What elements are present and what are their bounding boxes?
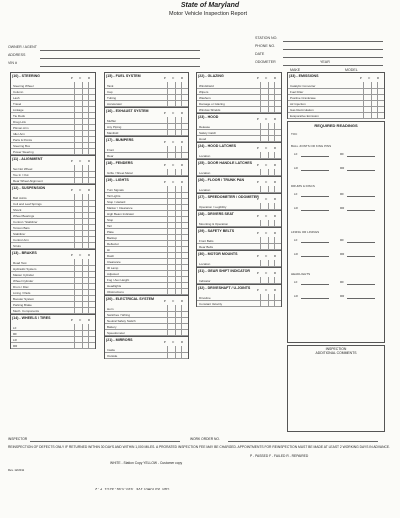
make-label: MAKE xyxy=(290,68,301,72)
check-row xyxy=(11,307,95,314)
section-col3-10 xyxy=(196,284,282,307)
comments-title: INSPECTION xyxy=(325,347,347,351)
check-row-label: Location xyxy=(199,153,211,158)
check-row xyxy=(197,135,281,142)
section-col3-6 xyxy=(196,210,282,227)
check-row-label: Damage or Glazing xyxy=(199,101,225,106)
section-title: (30) - MOTOR MOUNTS xyxy=(198,251,238,256)
check-row xyxy=(105,129,188,136)
vin-line[interactable] xyxy=(40,66,200,67)
check-row-label: Stop xyxy=(107,217,114,222)
check-row-label: Neutral Safety Switch xyxy=(107,318,136,323)
section-title: (15) - FUEL SYSTEM xyxy=(106,73,141,78)
check-row-label: Backup xyxy=(107,235,118,240)
phone-no-line[interactable] xyxy=(283,49,383,50)
pfr-checkbox-cells[interactable] xyxy=(260,135,281,141)
section-title: (32) - DRIVESHAFT / U-JOINTS xyxy=(198,285,251,290)
check-row-label: Catalytic Converter xyxy=(290,83,316,88)
section-col1-0 xyxy=(10,72,96,155)
section-col3-1 xyxy=(196,113,282,142)
section-col3-2 xyxy=(196,142,282,159)
check-row-label: Stabilizer xyxy=(13,231,26,236)
reinspection-disclaimer: REINSPECTION OF DEFECTS ONLY IF RETURNED WITHIN 30 DAYS AND WITHIN 1,000 MILES. A PRORATED INSPECTION FEE MAY BE CHARGED. APPOINTMENTS FOR REINSPECTION MUST BE MADE AT LEAST 2 WORKING DAYS IN ADVANCE. xyxy=(8,445,390,449)
check-row-label: Coil and Leaf Springs xyxy=(13,201,42,206)
pfr-header: P F R xyxy=(163,163,186,167)
pfr-checkbox-cells[interactable] xyxy=(260,203,281,209)
check-row-label: Drum / Disc xyxy=(13,284,29,289)
reading-position-label: LR xyxy=(294,294,298,298)
date-line[interactable] xyxy=(283,57,383,58)
check-row-label: Booster System xyxy=(13,296,35,301)
check-row-label: Location xyxy=(199,187,211,192)
reading-value-line[interactable] xyxy=(347,284,375,285)
check-row-label: Switches / Wiring xyxy=(107,312,131,317)
reading-value-line[interactable] xyxy=(301,256,329,257)
owner-agent-label: OWNER / AGENT xyxy=(8,45,37,49)
section-col3-4 xyxy=(196,176,282,193)
check-row-label: Travel xyxy=(13,101,22,106)
check-row-label: Lining / Pads xyxy=(13,290,31,295)
check-row-label: Speedometer xyxy=(107,330,126,335)
check-row xyxy=(197,152,281,159)
check-row-label: Muffler xyxy=(107,118,117,123)
check-row xyxy=(197,203,281,210)
check-row-label: Struts xyxy=(13,243,21,248)
reading-group-label: HEADLIGHTS xyxy=(291,272,311,276)
station-no-label: STATION NO. xyxy=(255,36,278,40)
check-row-label: Dash xyxy=(107,253,115,258)
check-row-label: Plate xyxy=(107,229,114,234)
pfr-header: P F R xyxy=(256,76,279,80)
check-row-label: Indicator xyxy=(199,278,211,283)
section-col2-0 xyxy=(104,72,189,107)
reading-value-line[interactable] xyxy=(347,196,375,197)
section-col3-8 xyxy=(196,250,282,267)
pfr-header: P F R xyxy=(163,76,186,80)
check-row-label: Ball Joints xyxy=(13,195,27,200)
pfr-header: P F R xyxy=(163,111,186,115)
section-title: (31) - GEAR SHIFT INDICATOR xyxy=(198,268,250,273)
pfr-header: P F R xyxy=(256,231,279,235)
reading-value-line[interactable] xyxy=(347,210,375,211)
section-col1-1 xyxy=(10,155,96,184)
check-row-label: Inside xyxy=(107,347,116,352)
check-row-label: Battery xyxy=(107,324,117,329)
reading-value-line[interactable] xyxy=(347,170,375,171)
pfr-checkbox-cells[interactable] xyxy=(260,186,281,192)
pfr-checkbox-cells[interactable] xyxy=(74,342,95,348)
check-row-label: Tank xyxy=(107,83,114,88)
check-row-label: Master Cylinder xyxy=(13,272,35,277)
pfr-checkbox-cells[interactable] xyxy=(260,243,281,249)
pfr-checkbox-cells[interactable] xyxy=(363,112,384,118)
check-row-label: Front xyxy=(107,147,115,152)
check-row-label: Cap xyxy=(107,89,113,94)
check-row-label: Operation / Legibility xyxy=(199,204,227,209)
section-title: (23) - HOOD xyxy=(198,114,219,119)
inspector-line[interactable] xyxy=(30,441,180,442)
section-title: (10) - STEERING xyxy=(12,73,40,78)
pfr-header: P F R xyxy=(256,254,279,258)
pfr-header: P F R xyxy=(256,163,279,167)
check-row-label: Constant Velocity xyxy=(199,301,223,306)
check-row-label: Control Arm xyxy=(13,237,29,242)
comments-subtitle: ADDITIONAL COMMENTS xyxy=(315,351,357,355)
pfr-header: P F R xyxy=(163,180,186,184)
check-row-label: Column xyxy=(13,89,24,94)
additional-comments-box[interactable] xyxy=(287,345,385,432)
check-row-label: Rear xyxy=(107,153,114,158)
section-col2-1 xyxy=(104,107,189,136)
check-row-label: Wipers xyxy=(199,89,209,94)
section-col1-2 xyxy=(10,184,96,249)
check-row-label: Parking Brake xyxy=(13,302,32,307)
required-readings-title: REQUIRED READINGS xyxy=(314,123,358,128)
reading-group-label: BALL JOINTS OR KING PINS xyxy=(291,144,332,148)
section-col1-4 xyxy=(10,314,96,349)
section-title: (29) - SAFETY BELTS xyxy=(198,228,235,233)
odometer-label: ODOMETER xyxy=(255,60,276,64)
check-row-label: Turn Signals xyxy=(107,187,124,192)
year-label: YEAR xyxy=(320,60,330,64)
reading-value-line[interactable] xyxy=(347,156,375,157)
pfr-header: P F R xyxy=(256,197,279,201)
pfr-header: P F R xyxy=(256,288,279,292)
check-row-label: Any Piping xyxy=(107,124,122,129)
check-row-label: RR xyxy=(13,343,18,348)
check-row-label: Lash xyxy=(13,95,20,100)
section-title: (28) - DRIVERS SEAT xyxy=(198,211,234,216)
check-row xyxy=(197,106,281,113)
reading-value-line[interactable] xyxy=(347,298,375,299)
check-row xyxy=(197,169,281,176)
reading-value-line[interactable] xyxy=(301,196,329,197)
check-row-label: Release xyxy=(199,124,211,129)
section-title: (33) - EMISSIONS xyxy=(289,73,319,78)
check-row-label: Air Injection xyxy=(290,101,306,106)
pfr-header: P F R xyxy=(70,253,93,257)
check-row xyxy=(11,177,95,184)
pfr-checkbox-cells[interactable] xyxy=(167,100,188,106)
reading-position-label: LR xyxy=(294,206,298,210)
check-row xyxy=(11,242,95,249)
pfr-checkbox-cells[interactable] xyxy=(260,169,281,175)
check-row-label: Gas Recirculation xyxy=(290,107,314,112)
pfr-header: P F R xyxy=(256,214,279,218)
section-col3-0 xyxy=(196,72,282,113)
check-row-label: Accelerator xyxy=(107,101,123,106)
pfr-header: P F R xyxy=(256,117,279,121)
reading-value-line[interactable] xyxy=(301,170,329,171)
check-row xyxy=(11,342,95,349)
pfr-header: P F R xyxy=(359,76,382,80)
reading-position-label: RR xyxy=(340,166,345,170)
section-col2-5 xyxy=(104,295,189,336)
pfr-checkbox-cells[interactable] xyxy=(167,129,188,135)
check-row-label: High Beam Indicator xyxy=(107,211,135,216)
check-row xyxy=(197,300,281,307)
check-row-label: Clearance xyxy=(107,259,121,264)
section-title: (12) - SUSPENSION xyxy=(12,185,46,190)
check-row-label: LR xyxy=(13,337,17,342)
vin-label: VIN # xyxy=(8,61,17,65)
reading-position-label: LF xyxy=(294,152,298,156)
section-title: (17) - BUMPERS xyxy=(106,137,134,142)
check-row xyxy=(288,112,384,119)
check-row-label: Horn xyxy=(107,306,114,311)
pfr-checkbox-cells[interactable] xyxy=(167,169,188,175)
section-title: (22) - GLAZING xyxy=(198,73,224,78)
fax-header-line: C&R AUTOMOTIVE 410-549-3211 P.2 xyxy=(95,486,170,490)
check-row xyxy=(105,288,188,295)
reading-position-label: RR xyxy=(340,206,345,210)
check-row xyxy=(105,169,188,176)
reading-group-label: LINING OR LININGS xyxy=(291,230,320,234)
section-col3-7 xyxy=(196,227,282,250)
check-row-label: Drag Link xyxy=(13,119,26,124)
work-order-label: WORK ORDER NO. xyxy=(190,437,220,441)
pfr-checkbox-cells[interactable] xyxy=(167,352,188,358)
phone-no-label: PHONE NO. xyxy=(255,44,276,48)
check-row xyxy=(197,243,281,250)
check-row-label: Hydraulic System xyxy=(13,266,37,271)
check-row xyxy=(105,100,188,107)
reading-position-label: RF xyxy=(340,152,344,156)
check-row-label: Front Belts xyxy=(199,238,214,243)
check-row-label: Steering Wheel xyxy=(13,83,34,88)
required-readings-box xyxy=(287,121,385,343)
check-row-label: Outside xyxy=(107,353,118,358)
section-emissions xyxy=(287,72,385,119)
check-row-label: Tail Lights xyxy=(107,193,121,198)
section-title: (26) - FLOOR / TRUNK PAN xyxy=(198,177,245,182)
pfr-header: P F R xyxy=(70,318,93,322)
status-legend: P - PASSED F - FAILED R - REPAIRED xyxy=(250,454,309,458)
check-row-label: Evaporative Emission xyxy=(290,113,319,118)
pfr-header: P F R xyxy=(70,188,93,192)
check-row xyxy=(11,148,95,155)
check-row xyxy=(105,352,188,359)
pfr-checkbox-cells[interactable] xyxy=(260,220,281,226)
reading-value-line[interactable] xyxy=(301,298,329,299)
section-title: (21) - MIRRORS xyxy=(106,337,133,342)
pfr-header: P F R xyxy=(163,140,186,144)
check-row-label: Safety Catch xyxy=(199,130,217,135)
check-row-label: Pitman Arm xyxy=(13,125,29,130)
check-row-label: Road Test xyxy=(13,260,27,265)
model-label: MODEL xyxy=(345,68,358,72)
section-title: (11) - ALIGNMENT xyxy=(12,156,43,161)
check-row-label: Grille / Sheet Metal xyxy=(107,170,133,175)
section-col2-6 xyxy=(104,336,189,359)
check-row-label: Idler Arm xyxy=(13,131,26,136)
check-row-label: RF xyxy=(13,331,17,336)
check-row-label: Driveline xyxy=(199,295,211,300)
check-row-label: Reflector xyxy=(107,241,120,246)
pfr-header: P F R xyxy=(163,299,186,303)
check-row-label: Headlights xyxy=(107,283,122,288)
section-col2-2 xyxy=(104,136,189,159)
check-row-label: Set Not Wheel xyxy=(13,166,33,171)
pfr-header: P F R xyxy=(70,159,93,163)
reading-value-line[interactable] xyxy=(301,156,329,157)
revision-note: Rev. 12/2011 xyxy=(8,468,25,472)
check-row-label: Mech. Components xyxy=(13,308,40,313)
date-label: DATE xyxy=(255,52,265,56)
check-row-label: Hi xyxy=(107,247,110,252)
form-subtitle: Motor Vehicle Inspection Report xyxy=(169,11,247,17)
station-no-line[interactable] xyxy=(283,41,383,42)
section-col1-3 xyxy=(10,249,96,314)
pfr-header: P F R xyxy=(163,340,186,344)
pfr-header: P F R xyxy=(256,180,279,184)
reading-position-label: LR xyxy=(294,252,298,256)
check-row-label: ID Lamp xyxy=(107,265,119,270)
check-row-label: Power Steering xyxy=(13,149,34,154)
pfr-checkbox-cells[interactable] xyxy=(167,152,188,158)
section-title: (25) - DOOR HANDLE LATCHES xyxy=(198,160,253,165)
pfr-checkbox-cells[interactable] xyxy=(167,329,188,335)
check-row-label: Marker / Clearance xyxy=(107,205,133,210)
check-row xyxy=(197,186,281,193)
check-row-label: Toe In / Out xyxy=(13,172,29,177)
check-row-label: Location xyxy=(199,170,211,175)
check-row xyxy=(197,277,281,284)
section-title: (27) - SPEEDOMETER / ODOMETER xyxy=(198,194,259,199)
check-row xyxy=(197,260,281,267)
check-row-label: Positive Crankcase xyxy=(290,95,316,100)
check-row-label: Tie Rods xyxy=(13,113,25,118)
pfr-checkbox-cells[interactable] xyxy=(260,152,281,158)
pfr-checkbox-cells[interactable] xyxy=(167,288,188,294)
check-row-label: Rear Belts xyxy=(199,244,214,249)
check-row-label: Steering Box xyxy=(13,143,31,148)
section-title: (19) - LIGHTS xyxy=(106,177,129,182)
section-title: (24) - HOOD LATCHES xyxy=(198,143,237,148)
section-col3-3 xyxy=(196,159,282,176)
pfr-checkbox-cells[interactable] xyxy=(260,300,281,306)
pfr-checkbox-cells[interactable] xyxy=(260,277,281,283)
copy-legend: WHITE - Station Copy YELLOW - Customer copy xyxy=(110,461,183,465)
check-row-label: Obstructions xyxy=(107,289,124,294)
reading-group-label: DRUMS & DISCS xyxy=(291,184,315,188)
check-row-label: Control / Stabilizer xyxy=(13,219,38,224)
check-row-label: Linkage xyxy=(13,107,24,112)
reading-position-label: LF xyxy=(294,192,298,196)
check-row-label: Mounting & Operation xyxy=(199,221,229,226)
reading-position-label: RF xyxy=(340,192,344,196)
check-row-label: Tail xyxy=(107,223,112,228)
check-row xyxy=(197,220,281,227)
reading-value-line[interactable] xyxy=(301,242,329,243)
pfr-checkbox-cells[interactable] xyxy=(74,177,95,183)
check-row-label: Wheel Bearings xyxy=(13,213,35,218)
check-row-label: Washers xyxy=(199,95,211,100)
form-title: State of Maryland xyxy=(180,2,240,9)
section-title: (13) - BRAKES xyxy=(12,250,37,255)
check-row-label: Wheel Cylinder xyxy=(13,278,34,283)
pfr-header: P F R xyxy=(256,146,279,150)
reading-position-label: RR xyxy=(340,252,345,256)
pfr-checkbox-cells[interactable] xyxy=(74,307,95,313)
check-row-label: Adjusted xyxy=(107,271,119,276)
check-row-label: Hood xyxy=(199,136,207,141)
check-row-label: Torsion Bars xyxy=(13,225,30,230)
check-row-label: Shock xyxy=(13,207,22,212)
pfr-header: P F R xyxy=(70,76,93,80)
check-row-label: Fuel Filter xyxy=(290,89,304,94)
pfr-checkbox-cells[interactable] xyxy=(74,148,95,154)
inspector-label: INSPECTOR xyxy=(8,437,28,441)
reading-value-line[interactable] xyxy=(347,256,375,257)
check-row-label: Rear Wheel Alignment xyxy=(13,178,43,183)
check-row-label: Window Shields xyxy=(199,107,221,112)
reading-position-label: LR xyxy=(294,166,298,170)
reading-value-line[interactable] xyxy=(347,242,375,243)
check-row-label: Tubing xyxy=(107,95,117,100)
pfr-header: P F R xyxy=(256,271,279,275)
check-row-label: Stop / Hazard xyxy=(107,199,126,204)
address-line[interactable] xyxy=(40,58,200,59)
section-title: (20) - ELECTRICAL SYSTEM xyxy=(106,296,155,301)
check-row-label: Location xyxy=(199,261,211,266)
section-title: (18) - FENDERS xyxy=(106,160,133,165)
section-col2-4 xyxy=(104,176,189,295)
odometer-line[interactable] xyxy=(283,65,383,66)
check-row-label: Fog / Aux Height xyxy=(107,277,130,282)
owner-agent-line[interactable] xyxy=(40,50,200,51)
work-order-line[interactable] xyxy=(228,441,378,442)
pfr-checkbox-cells[interactable] xyxy=(260,106,281,112)
section-col3-9 xyxy=(196,267,282,284)
check-row xyxy=(105,152,188,159)
reading-value-line[interactable] xyxy=(301,284,329,285)
check-row-label: LF xyxy=(13,325,17,330)
reading-position-label: LF xyxy=(294,280,298,284)
reading-group-label: TOC xyxy=(291,132,298,136)
section-title: (16) - EXHAUST SYSTEM xyxy=(106,108,149,113)
section-title: (14) - WHEELS / TIRES xyxy=(12,315,51,320)
reading-position-label: RF xyxy=(340,238,344,242)
check-row-label: Parts & Points xyxy=(13,137,33,142)
check-row-label: Windshield xyxy=(199,83,214,88)
reading-position-label: RF xyxy=(340,280,344,284)
address-label: ADDRESS xyxy=(8,53,26,57)
reading-value-line[interactable] xyxy=(301,210,329,211)
pfr-checkbox-cells[interactable] xyxy=(74,242,95,248)
check-row xyxy=(105,329,188,336)
reading-position-label: LF xyxy=(294,238,298,242)
pfr-checkbox-cells[interactable] xyxy=(260,260,281,266)
section-col2-3 xyxy=(104,159,189,176)
section-col3-5 xyxy=(196,193,282,210)
check-row-label: Manifold xyxy=(107,130,119,135)
reading-position-label: RR xyxy=(340,294,345,298)
